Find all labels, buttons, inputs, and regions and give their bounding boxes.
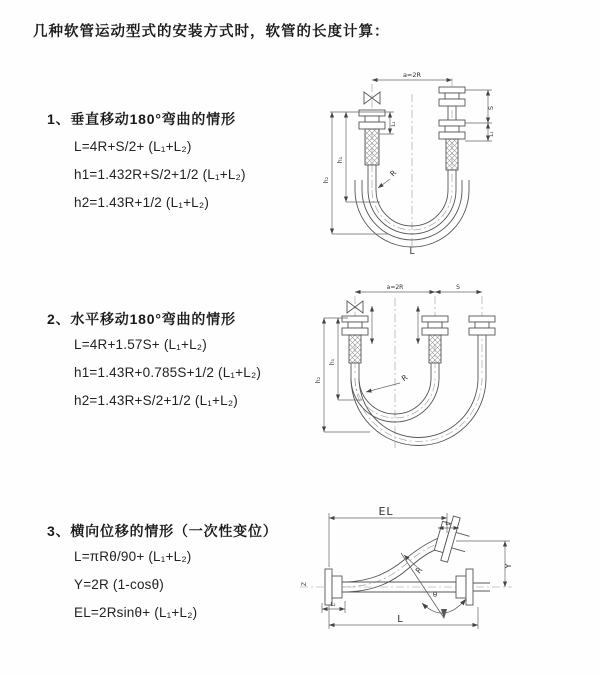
dim-label-l1: L₁ bbox=[445, 521, 451, 527]
dim-label-h2: h₂ bbox=[315, 376, 322, 384]
left-fitting bbox=[359, 110, 385, 165]
dim-label-s: S bbox=[456, 284, 460, 291]
dim-label-s: S bbox=[487, 105, 495, 111]
datum-mark: Z bbox=[301, 581, 308, 587]
radius-label: R bbox=[388, 168, 399, 179]
section-3-heading: 3、横向位移的情形（一次性变位） bbox=[47, 523, 278, 539]
right-flange-lower bbox=[456, 569, 473, 605]
fittings bbox=[342, 316, 495, 363]
right-fitting-upper bbox=[439, 87, 465, 106]
dim-label-a2r: a=2R bbox=[386, 284, 404, 291]
page-title: 几种软管运动型式的安装方式时，软管的长度计算： bbox=[33, 24, 390, 40]
right-fitting-lower bbox=[439, 120, 465, 170]
dim-label-l2: L₂ bbox=[330, 602, 336, 608]
dim-label-l1-right: L₁ bbox=[489, 131, 495, 137]
centerlines bbox=[355, 296, 482, 448]
dim-label-h2: h₂ bbox=[323, 176, 330, 184]
right-flange-upper bbox=[432, 514, 474, 566]
section-1-heading: 1、垂直移动180°弯曲的情形 bbox=[47, 111, 236, 127]
angle-label: θ bbox=[432, 591, 438, 599]
section-3-formula-y: Y=2R (1-cosθ) bbox=[74, 577, 165, 592]
length-label: L bbox=[409, 247, 415, 257]
dim-label-l1-left: L₁ bbox=[391, 121, 397, 127]
section-1-formula-h2: h2=1.43R+1/2 (L₁+L₂) bbox=[74, 195, 210, 210]
diagram-vertical-180-bend bbox=[302, 68, 590, 264]
dim-label-y: Y bbox=[504, 563, 513, 569]
dim-label-l: L bbox=[397, 614, 403, 625]
section-1-formula-h1: h1=1.432R+S/2+1/2 (L₁+L₂) bbox=[74, 167, 246, 182]
dim-label-h1: h₁ bbox=[329, 358, 336, 366]
section-2-formula-h2: h2=1.43R+S/2+1/2 (L₁+L₂) bbox=[74, 393, 238, 408]
section-2-formula-h1: h1=1.43R+0.785S+1/2 (L₁+L₂) bbox=[74, 365, 262, 380]
dim-label-a2r: a=2R bbox=[402, 71, 422, 79]
section-3-formula-l: L=πRθ/90+ (L₁+L₂) bbox=[74, 549, 192, 564]
section-2-formula-l: L=4R+1.57S+ (L₁+L₂) bbox=[74, 337, 207, 352]
dim-label-h1: h₁ bbox=[337, 156, 344, 164]
radius-label: R bbox=[413, 565, 425, 576]
section-1-formula-l: L=4R+S/2+ (L₁+L₂) bbox=[74, 139, 192, 154]
left-flange bbox=[325, 569, 342, 605]
dim-label-el: EL bbox=[378, 505, 394, 518]
section-2-heading: 2、水平移动180°弯曲的情形 bbox=[47, 311, 236, 327]
section-3-formula-el: EL=2Rsinθ+ (L₁+L₂) bbox=[74, 605, 198, 620]
diagram-horizontal-180-bend bbox=[310, 280, 598, 453]
diagram-lateral-displacement bbox=[298, 497, 600, 663]
dimension-lines bbox=[330, 80, 492, 234]
radius-label: R bbox=[399, 372, 410, 384]
